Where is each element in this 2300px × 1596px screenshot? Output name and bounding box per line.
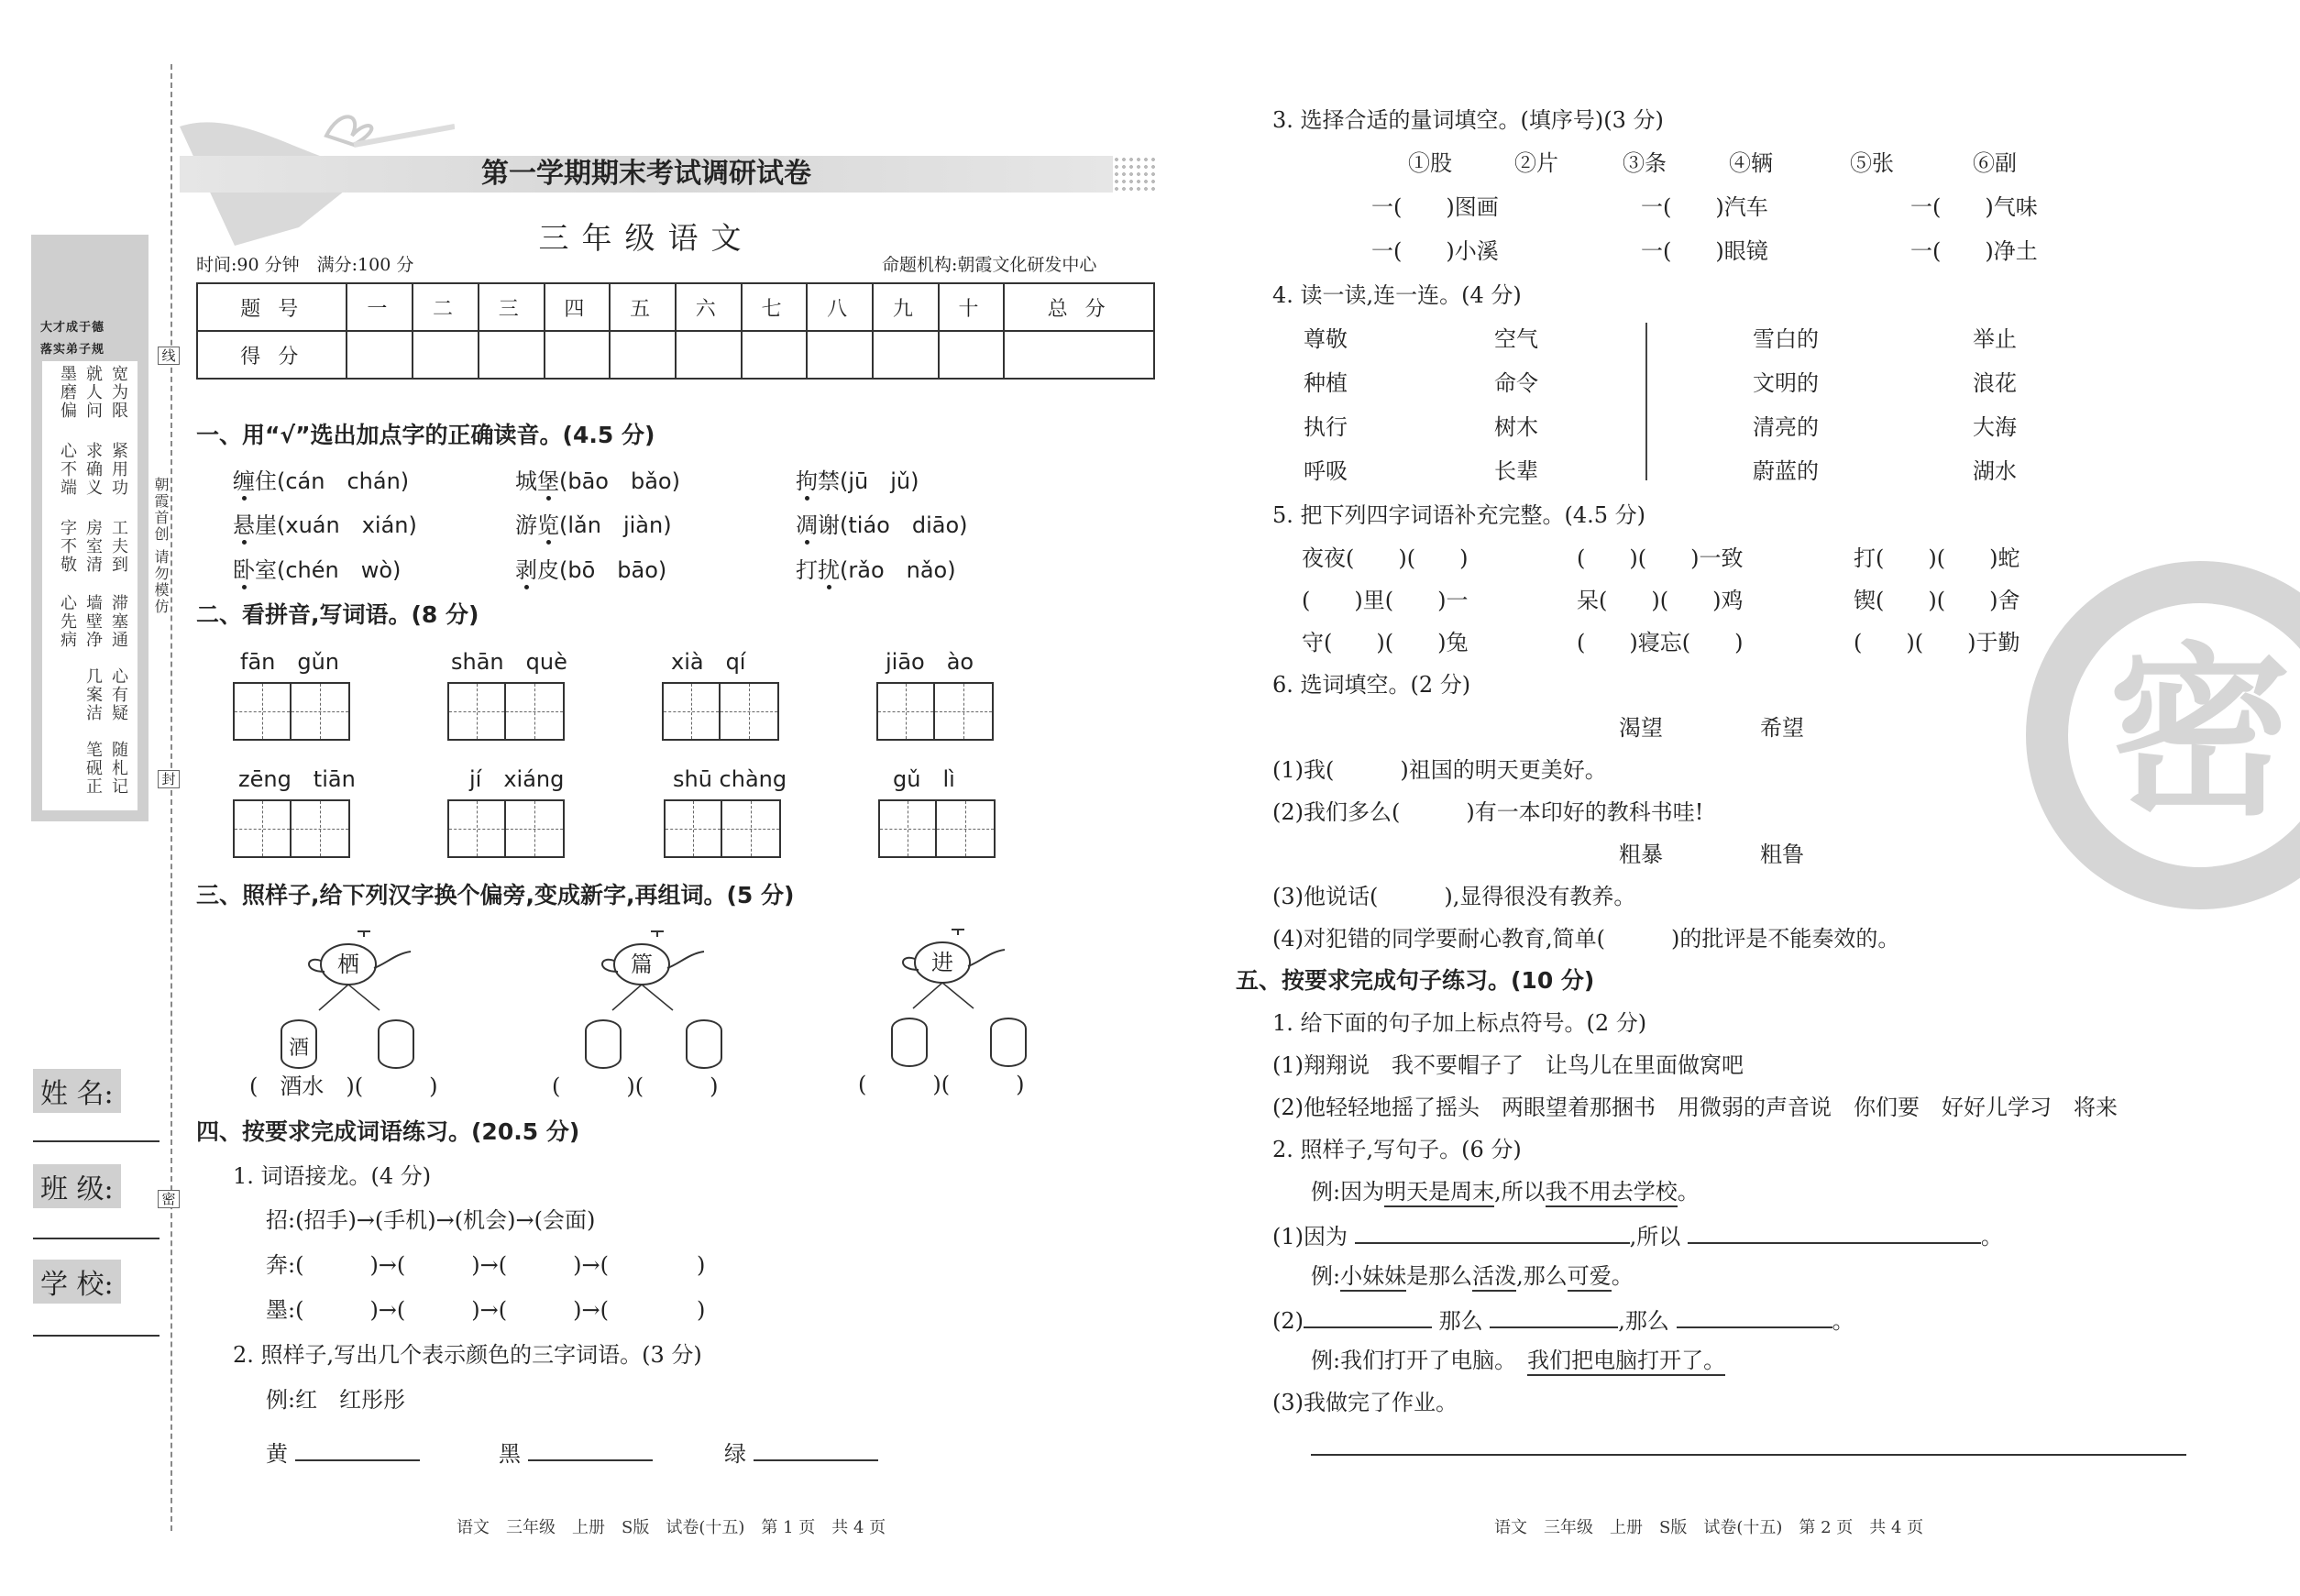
transform-prompt: (3)我做完了作业。: [1272, 1390, 1458, 1415]
answer-cup[interactable]: [686, 1019, 722, 1069]
question-example: 例:红 红彤彤: [266, 1387, 406, 1413]
writing-grid[interactable]: [447, 799, 565, 858]
section-3-heading: 三、照样子,给下列汉字换个偏旁,变成新字,再组词。(5 分): [196, 882, 795, 908]
score-cell[interactable]: [807, 331, 873, 379]
reading-item: 游览(lǎn jiàn): [515, 512, 672, 538]
writing-grid[interactable]: [878, 799, 996, 858]
answer-cup: 酒: [281, 1019, 317, 1069]
measure-blank: 一( )眼镜: [1641, 238, 1768, 264]
measure-option: ①股: [1408, 150, 1452, 176]
motto-col: 心有疑: [109, 667, 128, 722]
answer-sentence[interactable]: (1)因为 ,所以 。: [1272, 1220, 2003, 1250]
score-cell[interactable]: [347, 331, 413, 379]
measure-blank: 一( )小溪: [1371, 238, 1499, 264]
motto-col: 紧用功: [109, 442, 128, 497]
match-word[interactable]: 浪花: [1973, 370, 2017, 396]
match-word[interactable]: 空气: [1494, 326, 1538, 352]
score-row-label: 得 分: [197, 331, 347, 379]
answer-line[interactable]: [1311, 1454, 2186, 1456]
reading-item: 缠住(cán chán): [233, 468, 410, 494]
measure-option: ⑤张: [1850, 150, 1894, 176]
pinyin-prompt: fān gǔn: [240, 649, 340, 675]
score-head: 九: [873, 283, 939, 331]
fill-sentence: (1)我( )祖国的明天更美好。: [1272, 757, 1607, 783]
question-title: 2. 照样子,写句子。(6 分): [1272, 1137, 1522, 1162]
motto-col: 就人问: [83, 365, 103, 420]
pinyin-prompt: zēng tiān: [238, 766, 356, 792]
score-cell[interactable]: [742, 331, 808, 379]
punctuation-sentence: (1)翔翔说 我不要帽子了 让鸟儿在里面做窝吧: [1272, 1052, 1744, 1078]
motto-col: 宽为限: [109, 365, 128, 420]
match-word[interactable]: 湖水: [1973, 458, 2017, 484]
score-cell[interactable]: [479, 331, 545, 379]
score-head: 二: [413, 283, 479, 331]
score-cell[interactable]: [676, 331, 742, 379]
exam-subtitle: 三年级语文: [538, 220, 754, 256]
color-item: 绿: [724, 1436, 878, 1468]
reading-item: 拘禁(jū jǔ): [796, 468, 919, 494]
idiom-blank: ( )( )一致: [1577, 545, 1744, 571]
reading-item: 城堡(bāo bǎo): [515, 468, 680, 494]
color-item: 黑: [499, 1436, 653, 1468]
fold-line: [171, 64, 174, 1531]
motto-col: 几案洁: [83, 667, 103, 722]
idiom-blank: 打( )( )蛇: [1854, 545, 2020, 571]
measure-option: ②片: [1514, 150, 1558, 176]
word-choice: 粗鲁: [1760, 842, 1804, 867]
score-head: 总 分: [1004, 283, 1154, 331]
answer-pair: ( )( ): [552, 1073, 719, 1099]
motto-col: 滞塞通: [109, 594, 128, 649]
answer-sentence[interactable]: (2) 那么 ,那么 。: [1272, 1304, 1854, 1335]
reading-item: 剥皮(bō bāo): [515, 557, 667, 583]
motto-col: 心先病: [58, 594, 77, 649]
writing-grid[interactable]: [447, 682, 565, 741]
writing-grid[interactable]: [664, 799, 781, 858]
match-word[interactable]: 尊敬: [1304, 326, 1348, 352]
match-word[interactable]: 命令: [1494, 370, 1538, 396]
motto-col: 求确义: [83, 442, 103, 497]
match-word[interactable]: 执行: [1304, 414, 1348, 440]
measure-blank: 一( )图画: [1371, 194, 1499, 220]
motto-col: 工夫到: [109, 519, 128, 574]
pot-character: 栖: [337, 952, 359, 977]
example-sentence: 例:我们打开了电脑。 我们把电脑打开了。: [1311, 1347, 1725, 1374]
exam-time: 时间:90 分钟 满分:100 分: [196, 255, 414, 275]
answer-pair: ( 酒水 )( ): [249, 1073, 438, 1099]
match-word[interactable]: 举止: [1973, 326, 2017, 352]
reading-item: 卧室(chén wò): [233, 557, 402, 583]
score-cell[interactable]: [413, 331, 479, 379]
pinyin-prompt: xià qí: [671, 649, 746, 675]
measure-blank: 一( )气味: [1910, 194, 2038, 220]
idiom-blank: ( )( )于勤: [1854, 630, 2020, 655]
motto-col: 字不敬: [58, 519, 77, 574]
writing-grid[interactable]: [876, 682, 994, 741]
score-cell[interactable]: [610, 331, 676, 379]
fill-sentence: (3)他说话( ),显得很没有教养。: [1272, 884, 1636, 909]
question-title: 6. 选词填空。(2 分): [1272, 672, 1471, 698]
score-head: 题 号: [197, 283, 347, 331]
word-choice: 希望: [1760, 715, 1804, 741]
confidential-seal-text: 密: [2108, 625, 2293, 841]
example-sentence: 例:因为明天是周末,所以我不用去学校。: [1311, 1178, 1700, 1205]
idiom-blank: 呆( )( )鸡: [1577, 588, 1744, 613]
fill-sentence: (2)我们多么( )有一本印好的教科书哇!: [1272, 799, 1704, 825]
match-word[interactable]: 树木: [1494, 414, 1538, 440]
class-field[interactable]: [33, 1238, 160, 1239]
cut-mark: 封: [158, 770, 180, 788]
match-word[interactable]: 清亮的: [1753, 414, 1819, 440]
writing-grid[interactable]: [233, 799, 350, 858]
measure-blank: 一( )净土: [1910, 238, 2038, 264]
page-footer: 语文 三年级 上册 S版 试卷(十五) 第 1 页 共 4 页: [457, 1518, 886, 1537]
exam-title: 第一学期期末考试调研试卷: [481, 158, 811, 190]
section-2-heading: 二、看拼音,写词语。(8 分): [196, 601, 479, 628]
question-title: 1. 词语接龙。(4 分): [233, 1163, 432, 1189]
answer-cup[interactable]: [990, 1018, 1027, 1067]
score-head: 七: [742, 283, 808, 331]
answer-cup[interactable]: [378, 1019, 414, 1069]
match-divider: [1645, 323, 1647, 480]
match-word[interactable]: 大海: [1973, 414, 2017, 440]
teapot-icon: [293, 926, 431, 1027]
page-footer: 语文 三年级 上册 S版 试卷(十五) 第 2 页 共 4 页: [1494, 1518, 1924, 1537]
pinyin-prompt: shān què: [451, 649, 567, 675]
reading-item: 悬崖(xuán xián): [233, 512, 417, 538]
name-field[interactable]: [33, 1140, 160, 1142]
color-item: 黄: [266, 1436, 420, 1468]
idiom-blank: ( )里( )一: [1302, 588, 1469, 613]
answer-cup[interactable]: [891, 1018, 928, 1067]
score-head: 四: [545, 283, 611, 331]
question-title: 2. 照样子,写出几个表示颜色的三字词语。(3 分): [233, 1342, 702, 1368]
motto-col: 墙壁净: [83, 594, 103, 649]
chain-row: 招:(招手)→(手机)→(机会)→(会面): [266, 1207, 596, 1233]
motto-line-1: 大才成于德: [40, 321, 105, 335]
match-word[interactable]: 长辈: [1494, 458, 1538, 484]
score-head: 一: [347, 283, 413, 331]
reading-item: 凋谢(tiáo diāo): [796, 512, 968, 538]
score-head: 十: [939, 283, 1005, 331]
word-choice: 粗暴: [1619, 842, 1663, 867]
question-title: 1. 给下面的句子加上标点符号。(2 分): [1272, 1010, 1647, 1036]
pot-character: 进: [931, 950, 953, 975]
motto-col: 笔砚正: [83, 741, 103, 796]
school-label: 学 校:: [33, 1260, 121, 1304]
motto-line-2: 落实弟子规: [40, 343, 105, 357]
name-label: 姓 名:: [33, 1069, 121, 1113]
measure-option: ⑥副: [1973, 150, 2017, 176]
answer-cup[interactable]: [585, 1019, 622, 1069]
pinyin-prompt: jí xiáng: [469, 766, 565, 792]
writing-grid[interactable]: [662, 682, 779, 741]
cut-mark: 密: [158, 1190, 180, 1208]
measure-option: ④辆: [1729, 150, 1773, 176]
idiom-blank: 夜夜( )( ): [1302, 545, 1469, 571]
title-dots: [1113, 156, 1155, 193]
measure-blank: 一( )汽车: [1641, 194, 1768, 220]
motto-col: 房室清: [83, 519, 103, 574]
score-head: 五: [610, 283, 676, 331]
pot-character: 篇: [631, 952, 653, 977]
answer-pair: ( )( ): [858, 1072, 1025, 1097]
match-word[interactable]: 文明的: [1753, 370, 1819, 396]
section-1-heading: 一、用“√”选出加点字的正确读音。(4.5 分): [196, 422, 655, 448]
cut-mark: 线: [158, 347, 180, 365]
match-word[interactable]: 呼吸: [1304, 458, 1348, 484]
section-5-heading: 五、按要求完成句子练习。(10 分): [1236, 967, 1595, 994]
idiom-blank: 锲( )( )舍: [1854, 588, 2020, 613]
score-head: 八: [807, 283, 873, 331]
teapot-icon: [887, 924, 1025, 1025]
pinyin-prompt: jiāo ào: [886, 649, 974, 675]
example-sentence: 例:小妹妹是那么活泼,那么可爱。: [1311, 1262, 1634, 1290]
pinyin-prompt: shū chàng: [673, 766, 787, 792]
question-title: 4. 读一读,连一连。(4 分): [1272, 282, 1522, 308]
teapot-icon: [587, 926, 724, 1027]
idiom-blank: 守( )( )兔: [1302, 630, 1469, 655]
writing-grid[interactable]: [233, 682, 350, 741]
motto-col: 墨磨偏: [58, 365, 77, 420]
motto-col: 心不端: [58, 442, 77, 497]
chain-row: 墨:( )→( )→( )→( ): [266, 1297, 706, 1323]
punctuation-sentence: (2)他轻轻地摇了摇头 两眼望着那捆书 用微弱的声音说 你们要 好好儿学习 将来: [1272, 1095, 2118, 1120]
score-cell[interactable]: [1004, 331, 1154, 379]
match-word[interactable]: 雪白的: [1753, 326, 1819, 352]
school-field[interactable]: [33, 1335, 160, 1337]
score-cell[interactable]: [939, 331, 1005, 379]
exam-org: 命题机构:朝霞文化研发中心: [882, 255, 1097, 275]
score-head: 六: [676, 283, 742, 331]
match-word[interactable]: 种植: [1304, 370, 1348, 396]
vertical-note: 朝霞首创 请勿模仿: [152, 477, 170, 616]
fill-sentence: (4)对犯错的同学要耐心教育,简单( )的批评是不能奏效的。: [1272, 926, 1900, 952]
word-choice: 渴望: [1619, 715, 1663, 741]
pinyin-prompt: gǔ lì: [893, 766, 955, 792]
idiom-blank: ( )寝忘( ): [1577, 630, 1744, 655]
score-table: [196, 282, 1155, 380]
measure-option: ③条: [1623, 150, 1667, 176]
question-title: 5. 把下列四字词语补充完整。(4.5 分): [1272, 502, 1646, 528]
score-cell[interactable]: [545, 331, 611, 379]
class-label: 班 级:: [33, 1164, 121, 1208]
reading-item: 打扰(rǎo nǎo): [796, 557, 956, 583]
match-word[interactable]: 蔚蓝的: [1753, 458, 1819, 484]
score-head: 三: [479, 283, 545, 331]
score-cell[interactable]: [873, 331, 939, 379]
chain-row: 奔:( )→( )→( )→( ): [266, 1252, 706, 1278]
question-title: 3. 选择合适的量词填空。(填序号)(3 分): [1272, 107, 1664, 133]
section-4-heading: 四、按要求完成词语练习。(20.5 分): [196, 1118, 580, 1145]
motto-col: 随札记: [109, 741, 128, 796]
